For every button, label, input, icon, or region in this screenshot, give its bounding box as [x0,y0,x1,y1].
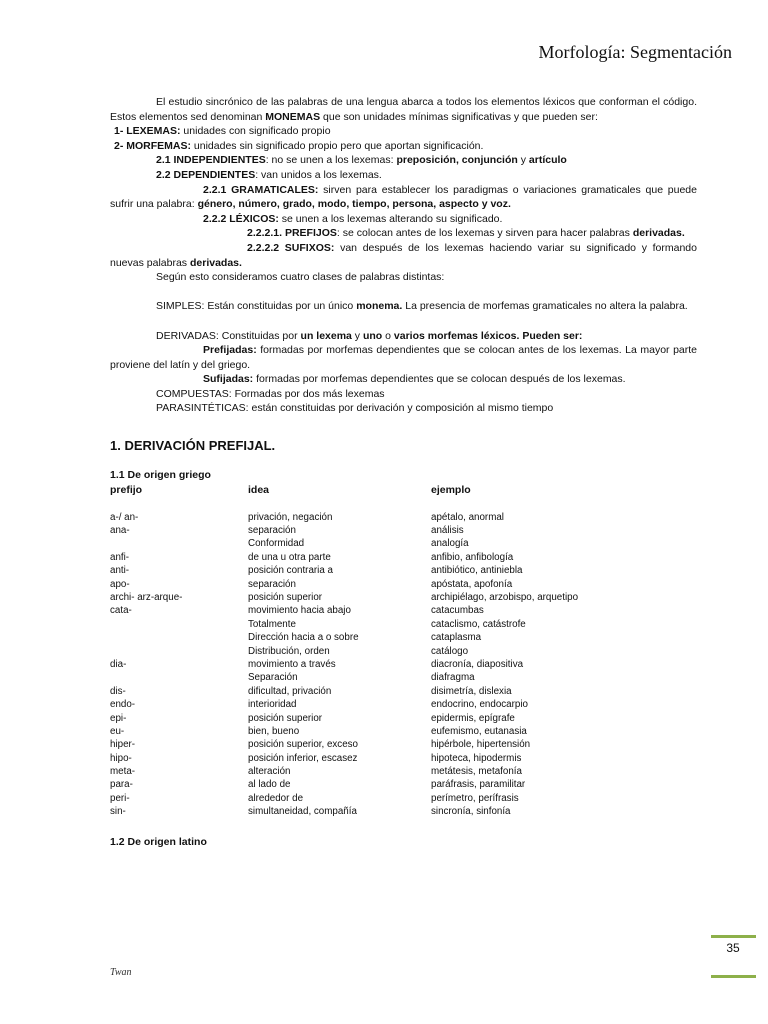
prefix-cell: sin- [110,806,126,818]
table-row [110,698,697,711]
idea-cell: Separación [248,672,298,684]
item-gramaticales: 2.2.1 GRAMATICALES: sirven para establecer los paradigmas o variaciones gramaticales que puede sufrir una palabra: género, número, grado, modo, tiempo, persona, aspecto y voz. [110,183,697,211]
column-header-ejemplo: ejemplo [431,483,471,496]
prefix-cell: dis- [110,685,126,697]
example-cell: apétalo, anormal [431,511,504,523]
example-cell: perímetro, perífrasis [431,792,519,804]
item-sufijos: 2.2.2.2 SUFIXOS: van después de los lexemas haciendo variar su significado y formando nuevas palabras derivadas. [110,241,697,269]
item-lexicos: 2.2.2 LÉXICOS: se unen a los lexemas alterando su significado. [203,212,503,225]
prefix-cell: cata- [110,605,132,617]
example-cell: catálogo [431,645,469,657]
prefix-cell: archi- arz-arque- [110,592,183,603]
table-row [110,551,697,564]
table-row [110,765,697,778]
prefix-cell: epi- [110,712,127,724]
idea-cell: Conformidad [248,538,305,550]
prefix-cell [110,631,248,644]
example-cell: metátesis, metafonía [431,766,522,778]
column-header-idea: idea [248,483,270,496]
idea-cell: posición inferior, escasez [248,752,358,764]
table-row [110,631,697,644]
item-prefijos: 2.2.2.1. PREFIJOS: se colocan antes de los lexemas y sirven para hacer palabras derivadas. [247,227,685,240]
item-morfemas: 2- MORFEMAS: unidades sin significado propio pero que aportan significación. [114,139,484,152]
table-row [110,578,697,591]
item-independientes: 2.1 INDEPENDIENTES: no se unen a los lexemas: preposición, conjunción y artículo [156,154,567,167]
example-cell: epidermis, epígrafe [431,712,515,724]
example-cell: hipoteca, hipodermis [431,752,522,764]
example-cell: catacumbas [431,605,484,617]
compuestas-paragraph: COMPUESTAS: Formadas por dos más lexemas [156,387,385,400]
idea-cell: al lado de [248,779,291,791]
table-row [110,591,697,604]
item-lexemas: 1- LEXEMAS: unidades con significado propio [114,125,331,138]
prefix-cell: peri- [110,792,130,804]
idea-cell: bien, bueno [248,725,300,737]
example-cell: diafragma [431,672,475,684]
prefix-cell: ana- [110,525,130,537]
footer-signature: Twan [110,967,132,978]
table-row [110,792,697,805]
idea-cell: interioridad [248,699,297,711]
prefix-cell [110,645,248,658]
prefix-cell: hipo- [110,752,132,764]
example-cell: diacronía, diapositiva [431,658,524,670]
idea-cell: separación [248,525,296,537]
sufijadas-paragraph: Sufijadas: formadas por morfemas dependientes que se colocan después de los lexemas. [203,373,626,386]
table-row [110,645,697,658]
prefix-cell [110,618,248,631]
table-row [110,671,697,684]
idea-cell: movimiento hacia abajo [248,605,351,617]
idea-cell: Totalmente [248,618,296,630]
example-cell: análisis [431,525,464,537]
page-header-title: Morfología: Segmentación [538,42,732,62]
idea-cell: simultaneidad, compañía [248,806,357,818]
prefix-cell: hiper- [110,739,136,751]
table-row [110,752,697,765]
page-number-bottom-bar [711,975,756,978]
table-row [110,738,697,751]
table-row [110,564,697,577]
example-cell: disimetría, dislexia [431,685,512,697]
prefix-cell: endo- [110,699,136,711]
subsection-heading-griego: 1.1 De origen griego [110,469,211,482]
table-row [110,618,697,631]
prefix-table-header [110,483,697,499]
prefix-cell: a-/ an- [110,511,139,523]
table-row [110,524,697,537]
idea-cell: movimiento a través [248,658,336,670]
table-row [110,537,697,550]
idea-cell: de una u otra parte [248,551,331,563]
prefix-cell [110,537,248,550]
document-body [110,95,697,849]
section-heading-derivacion: 1. DERIVACIÓN PREFIJAL. [110,438,276,454]
example-cell: archipiélago, arzobispo, arquetipo [431,592,579,603]
prefix-cell: anfi- [110,551,130,563]
idea-cell: posición superior [248,712,323,724]
idea-cell: posición contraria a [248,565,333,577]
idea-cell: posición superior, exceso [248,739,359,751]
idea-cell: alteración [248,766,291,778]
table-row [110,805,697,818]
table-row [110,658,697,671]
intro-paragraph: El estudio sincrónico de las palabras de una lengua abarca a todos los elementos léxicos que conforman el código. Estos elementos sed denominan MONEMAS que son unidades mínimas significativas y que pueden ser: [110,96,697,123]
derivadas-paragraph: DERIVADAS: Constituidas por un lexema y uno o varios morfemas léxicos. Pueden ser: [156,329,583,342]
prefix-cell: dia- [110,658,127,670]
example-cell: anfibio, anfibología [431,551,514,563]
subsection-heading-latino: 1.2 De origen latino [110,835,207,848]
table-row [110,604,697,617]
example-cell: hipérbole, hipertensión [431,739,531,751]
idea-cell: separación [248,578,296,590]
prefix-cell: para- [110,779,133,791]
example-cell: apóstata, apofonía [431,578,513,590]
prefijadas-paragraph: Prefijadas: formadas por morfemas dependientes que se colocan antes de los lexemas. La mayor parte proviene del latín y del griego. [110,344,697,371]
item-dependientes: 2.2 DEPENDIENTES: van unidos a los lexemas. [156,168,382,181]
prefix-cell: eu- [110,725,125,737]
example-cell: sincronía, sinfonía [431,806,511,818]
idea-cell: posición superior [248,592,323,603]
example-cell: cataclismo, catástrofe [431,618,526,630]
example-cell: endocrino, endocarpio [431,699,528,711]
prefix-cell: apo- [110,578,130,590]
example-cell: paráfrasis, paramilitar [431,779,526,791]
parasinteticas-paragraph: PARASINTÉTICAS: están constituidas por derivación y composición al mismo tiempo [156,402,554,415]
prefix-cell: anti- [110,565,130,577]
idea-cell: alrededor de [248,792,304,804]
idea-cell: dificultad, privación [248,685,332,697]
table-row [110,778,697,791]
table-row [110,712,697,725]
prefix-cell [110,671,248,684]
example-cell: antibiótico, antiniebla [431,565,523,577]
prefix-cell: meta- [110,766,136,778]
prefix-table [110,511,697,819]
idea-cell: Dirección hacia a o sobre [248,632,359,644]
idea-cell: Distribución, orden [248,645,330,657]
table-row [110,725,697,738]
table-row [110,511,697,524]
column-header-prefijo: prefijo [110,483,143,496]
page-number: 35 [726,941,740,955]
clases-intro: Según esto consideramos cuatro clases de palabras distintas: [156,271,445,284]
example-cell: eufemismo, eutanasia [431,725,527,737]
example-cell: cataplasma [431,632,482,644]
example-cell: analogía [431,538,469,550]
table-row [110,685,697,698]
idea-cell: privación, negación [248,511,333,523]
simples-paragraph: SIMPLES: Están constituidas por un único monema. La presencia de morfemas gramaticales no altera la palabra. [156,300,688,313]
